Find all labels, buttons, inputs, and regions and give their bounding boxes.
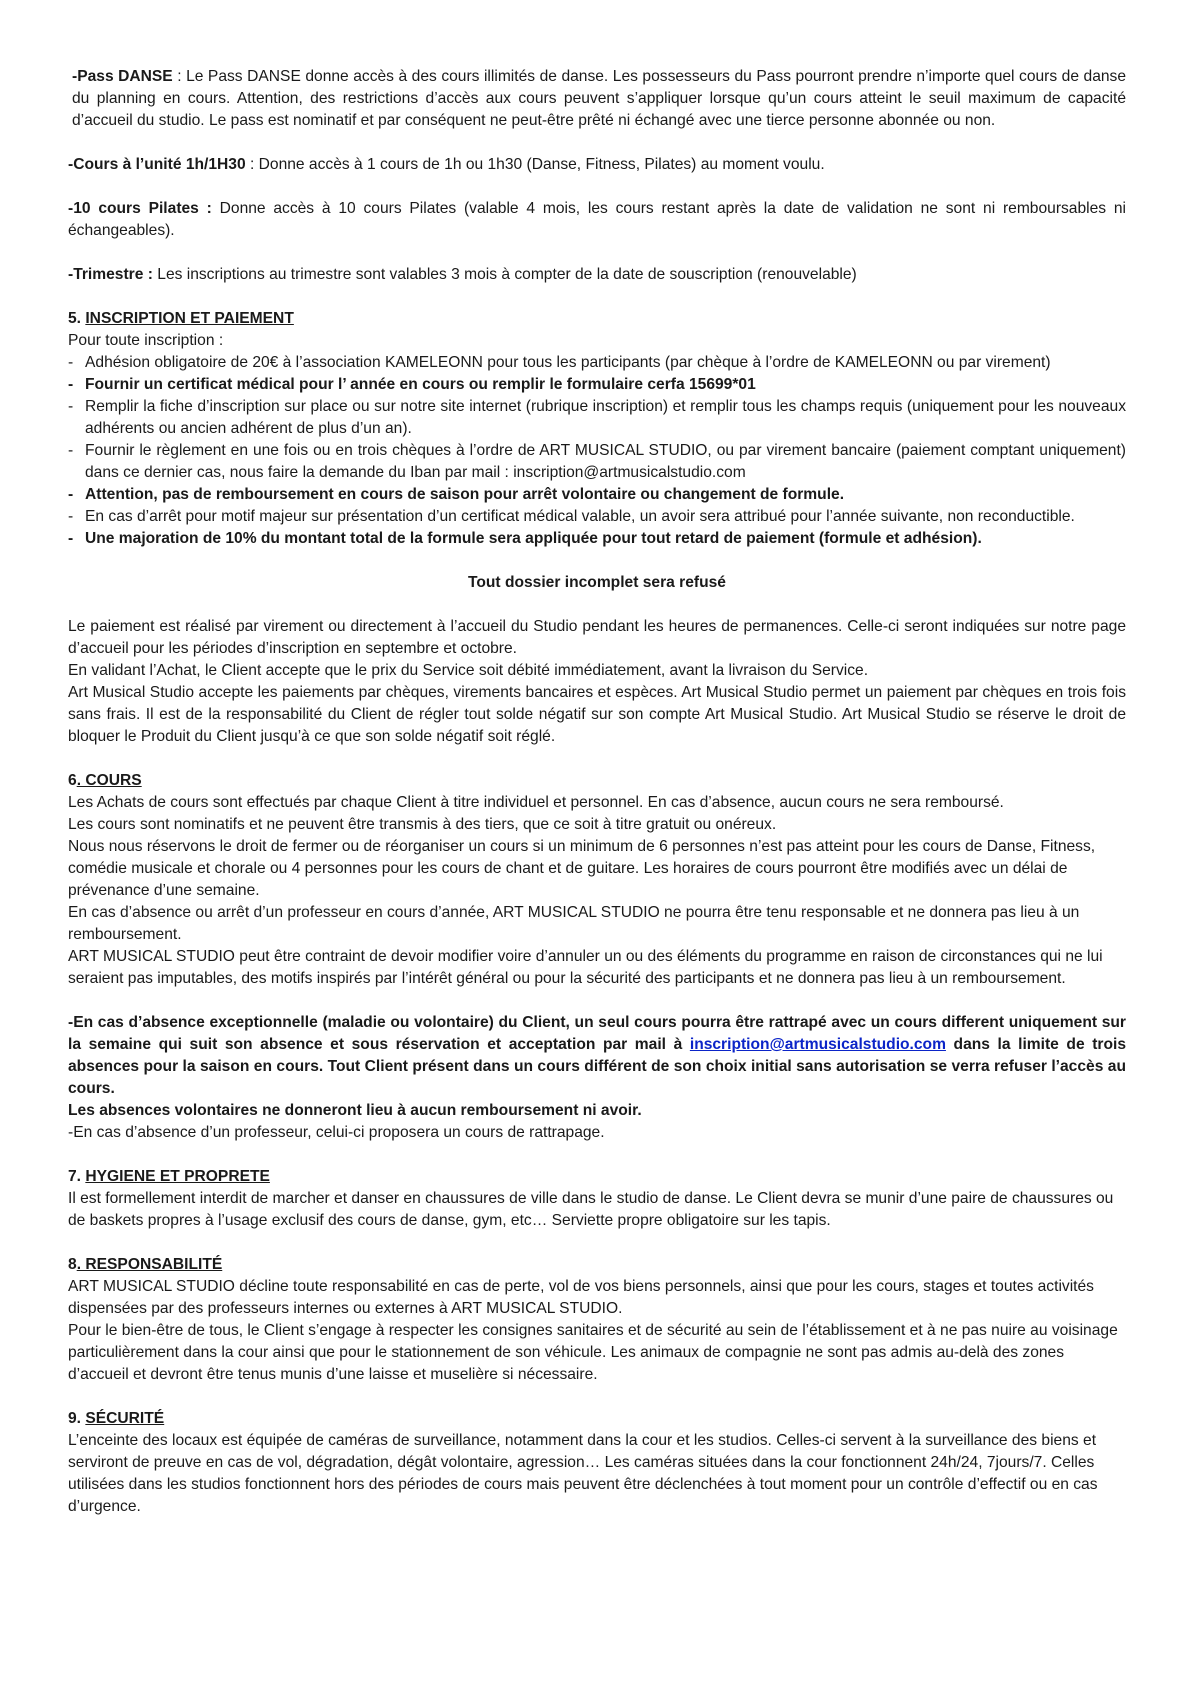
inscription-email-link[interactable]: inscription@artmusicalstudio.com [689, 1036, 946, 1053]
list-item: - Une majoration de 10% du montant total de la formule sera appliquée pour tout retard de paiement (formule et adhésion). [68, 528, 1126, 550]
pass-danse-paragraph [68, 66, 1126, 132]
section-9-title: SÉCURITÉ [85, 1410, 165, 1427]
pilates-text: Donne accès à 10 cours Pilates (valable 4 mois, les cours restant après la date de validation ne sont ni remboursables ni échangeables). [68, 200, 1127, 239]
responsabilite-paragraph-2: Pour le bien-être de tous, le Client s’engage à respecter les consignes sanitaires et de sécurité au sein de l’établissement et à ne pas nuire au voisinage particulièrement dans la cour ainsi que pour le stationnement de son véhicule. Les animaux de compagnie ne sont pas admis au-delà des zones d’accueil et devront être tenus munis d’une laisse et muselière si nécessaire. [68, 1322, 1118, 1383]
section-6-number: 6 [68, 772, 77, 789]
section-6-title: . COURS [76, 772, 142, 789]
section-7-heading [68, 1166, 1126, 1188]
cours-unite-text: : Donne accès à 1 cours de 1h ou 1h30 (Danse, Fitness, Pilates) au moment voulu. [245, 156, 825, 173]
section-5-intro: Pour toute inscription : [68, 332, 224, 349]
incomplete-file-notice: Tout dossier incomplet sera refusé [468, 574, 726, 591]
cours-paragraph-2: Les cours sont nominatifs et ne peuvent être transmis à des tiers, que ce soit à titre gratuit ou onéreux. [68, 816, 777, 833]
cours-unite-label: -Cours à l’unité 1h/1H30 [68, 156, 246, 173]
absence-text-before: -En cas d’absence exceptionnelle (maladie ou volontaire) du Client, un seul cours pourra être rattrapé avec un cours different uniquement sur la semaine qui suit son absence et sous réservation et acceptation par mail à [68, 1014, 1126, 1053]
inscription-requirements-list [68, 352, 1126, 550]
responsabilite-paragraph-1: ART MUSICAL STUDIO décline toute responsabilité en cas de perte, vol de vos biens personnels, ainsi que pour les cours, stages et toutes activités dispensées par des professeurs internes ou externes à ART MUSICAL STUDIO. [68, 1278, 1094, 1317]
teacher-absence-paragraph: -En cas d’absence d’un professeur, celui-ci proposera un cours de rattrapage. [68, 1124, 605, 1141]
section-9-heading [68, 1408, 1126, 1430]
list-item: - Fournir un certificat médical pour l’ année en cours ou remplir le formulaire cerfa 15699*01 [68, 374, 1126, 396]
trimestre-label: -Trimestre : [68, 266, 153, 283]
pilates-label: -10 cours Pilates : [68, 200, 212, 217]
section-8-number: 8 [68, 1256, 77, 1273]
absence-paragraph [68, 1012, 1126, 1100]
cours-paragraph-5: ART MUSICAL STUDIO peut être contraint de devoir modifier voire d’annuler un ou des éléments du programme en raison de circonstances qui ne lui seraient pas imputables, des motifs inspirés par l’intérêt général ou pour la sécurité des participants et ne donnera pas lieu à un remboursement. [68, 948, 1103, 987]
section-7-title: HYGIENE ET PROPRETE [85, 1168, 270, 1185]
list-item: - Attention, pas de remboursement en cours de saison pour arrêt volontaire ou changement de formule. [68, 484, 1126, 506]
pass-danse-label: -Pass DANSE [72, 68, 173, 85]
voluntary-absence-paragraph: Les absences volontaires ne donneront lieu à aucun remboursement ni avoir. [68, 1102, 642, 1119]
section-7-number: 7. [68, 1168, 86, 1185]
list-item: - Remplir la fiche d’inscription sur place ou sur notre site internet (rubrique inscription) et remplir tous les champs requis (uniquement pour les nouveaux adhérents ou ancien adhérent de plus d’un an). [68, 396, 1126, 440]
absence-text-after: dans la limite de trois absences pour la saison en cours. Tout Client présent dans un cours différent de son choix initial sans autorisation se verra refuser l’accès au cours. [68, 1036, 1126, 1097]
list-item: - Fournir le règlement en une fois ou en trois chèques à l’ordre de ART MUSICAL STUDIO, ou par virement bancaire (paiement comptant uniquement) dans ce dernier cas, nous faire la demande du Iban par mail : inscription@artmusicalstudio.com [68, 440, 1126, 484]
trimestre-paragraph [68, 264, 1126, 286]
payment-methods-paragraph: Art Musical Studio accepte les paiements par chèques, virements bancaires et espèces. Art Musical Studio permet un paiement par chèques en trois fois sans frais. Il est de la responsabilité du Client de régler tout solde négatif sur son compte Art Musical Studio. Art Musical Studio se réserve le droit de bloquer le Produit du Client jusqu’à ce que son solde négatif soit réglé. [68, 684, 1126, 745]
section-6-heading [68, 770, 1126, 792]
section-8-heading [68, 1254, 1126, 1276]
validation-paragraph: En validant l’Achat, le Client accepte que le prix du Service soit débité immédiatement, avant la livraison du Service. [68, 662, 869, 679]
cours-paragraph-1: Les Achats de cours sont effectués par chaque Client à titre individuel et personnel. En cas d’absence, aucun cours ne sera remboursé. [68, 794, 1004, 811]
cours-paragraph-4: En cas d’absence ou arrêt d’un professeur en cours d’année, ART MUSICAL STUDIO ne pourra être tenu responsable et ne donnera pas lieu à un remboursement. [68, 904, 1080, 943]
pilates-paragraph [68, 198, 1126, 242]
cours-unite-paragraph [68, 154, 1126, 176]
securite-paragraph: L’enceinte des locaux est équipée de caméras de surveillance, notamment dans la cour et les studios. Celles-ci servent à la surveillance des biens et serviront de preuve en cas de vol, dégradation, dégât volontaire, agression… Les caméras situées dans la cour fonctionnent 24h/24, 7jours/7. Celles utilisées dans les studios fonctionnent hors des périodes de cours mais peuvent être déclenchées à tout moment pour un contrôle d’effectif ou en cas d’urgence. [68, 1432, 1098, 1515]
document-page [68, 66, 1126, 1518]
section-8-title: . RESPONSABILITÉ [76, 1256, 223, 1273]
hygiene-paragraph: Il est formellement interdit de marcher et danser en chaussures de ville dans le studio de danse. Le Client devra se munir d’une paire de chaussures ou de baskets propres à l’usage exclusif des cours de danse, gym, etc… Serviette propre obligatoire sur les tapis. [68, 1190, 1114, 1229]
section-5-heading [68, 308, 1126, 330]
list-item: - En cas d’arrêt pour motif majeur sur présentation d’un certificat médical valable, un avoir sera attribué pour l’année suivante, non reconductible. [68, 506, 1126, 528]
section-5-title: INSCRIPTION ET PAIEMENT [85, 310, 294, 327]
payment-paragraph: Le paiement est réalisé par virement ou directement à l’accueil du Studio pendant les heures de permanences. Celle-ci seront indiquées sur notre page d’accueil pour les périodes d’inscription en septembre et octobre. [68, 618, 1126, 657]
list-item: - Adhésion obligatoire de 20€ à l’association KAMELEONN pour tous les participants (par chèque à l’ordre de KAMELEONN ou par virement) [68, 352, 1126, 374]
trimestre-text: Les inscriptions au trimestre sont valables 3 mois à compter de la date de souscription (renouvelable) [152, 266, 857, 283]
cours-paragraph-3: Nous nous réservons le droit de fermer ou de réorganiser un cours si un minimum de 6 personnes n’est pas atteint pour les cours de Danse, Fitness, comédie musicale et chorale ou 4 personnes pour les cours de chant et de guitare. Les horaires de cours pourront être modifiés avec un délai de prévenance d’une semaine. [68, 838, 1096, 899]
pass-danse-text: : Le Pass DANSE donne accès à des cours illimités de danse. Les possesseurs du Pass pourront prendre n’importe quel cours de danse du planning en cours. Attention, des restrictions d’accès aux cours peuvent s’appliquer lorsque qu’un cours atteint le seuil maximum de capacité d’accueil du studio. Le pass est nominatif et par conséquent ne peut-être prêté ni échangé avec une tierce personne abonnée ou non. [72, 68, 1127, 129]
section-9-number: 9. [68, 1410, 86, 1427]
section-5-number: 5. [68, 310, 86, 327]
